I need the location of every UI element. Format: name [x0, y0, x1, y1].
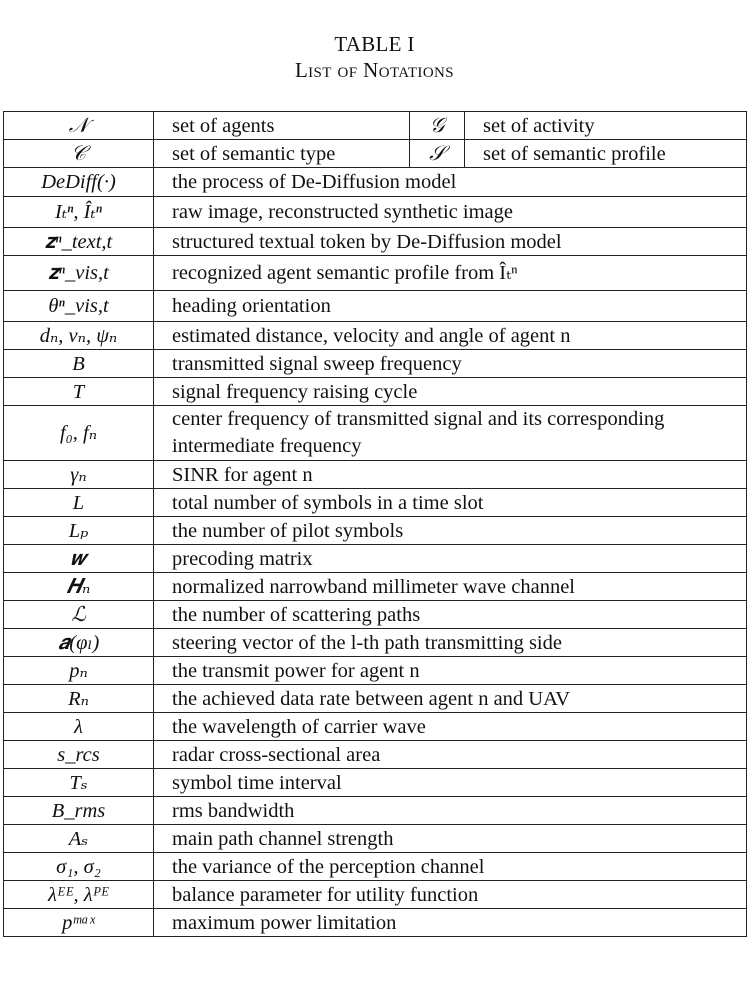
notation-symbol: B	[4, 350, 154, 378]
table-row	[4, 406, 747, 461]
notation-description: total number of symbols in a time slot	[154, 489, 747, 517]
notation-description: structured textual token by De-Diffusion model	[154, 228, 747, 256]
notation-symbol: L	[4, 489, 154, 517]
notation-symbol: θⁿ_vis,t	[4, 291, 154, 322]
notation-symbol: γₙ	[4, 461, 154, 489]
notation-description: set of agents	[154, 112, 410, 140]
notation-description: radar cross-sectional area	[154, 741, 747, 769]
notation-symbol: 𝒘	[4, 545, 154, 573]
notation-description: maximum power limitation	[154, 909, 747, 937]
notation-symbol: Tₛ	[4, 769, 154, 797]
notation-symbol: f₀, fₙ	[4, 406, 154, 461]
notation-description: the transmit power for agent n	[154, 657, 747, 685]
table-row	[4, 657, 747, 685]
notation-description: heading orientation	[154, 291, 747, 322]
table-row	[4, 322, 747, 350]
table-row	[4, 168, 747, 197]
notation-symbol: 𝐳ⁿ_vis,t	[4, 256, 154, 291]
table-row	[4, 629, 747, 657]
table-row	[4, 228, 747, 256]
table-row	[4, 797, 747, 825]
table-row	[4, 601, 747, 629]
notation-table-body	[4, 112, 747, 937]
table-title: List of Notations	[294, 58, 455, 82]
table-row	[4, 853, 747, 881]
notation-description: the achieved data rate between agent n and UAV	[154, 685, 747, 713]
notation-description: the variance of the perception channel	[154, 853, 747, 881]
notation-symbol: Rₙ	[4, 685, 154, 713]
notation-description: set of activity	[465, 112, 747, 140]
table-row	[4, 112, 747, 140]
table-row	[4, 256, 747, 291]
notation-description: main path channel strength	[154, 825, 747, 853]
table-row	[4, 140, 747, 168]
notation-description: balance parameter for utility function	[154, 881, 747, 909]
notation-symbol: dₙ, vₙ, ψₙ	[4, 322, 154, 350]
table-row	[4, 489, 747, 517]
table-row	[4, 378, 747, 406]
table-row	[4, 769, 747, 797]
table-row	[4, 517, 747, 545]
notation-description: the process of De-Diffusion model	[154, 168, 747, 197]
table-row	[4, 825, 747, 853]
notation-symbol: 𝒞	[4, 140, 154, 168]
table-row	[4, 713, 747, 741]
table-row	[4, 909, 747, 937]
notation-description: normalized narrowband millimeter wave channel	[154, 573, 747, 601]
notation-description: raw image, reconstructed synthetic image	[154, 197, 747, 228]
notation-symbol: pₙ	[4, 657, 154, 685]
notation-description: SINR for agent n	[154, 461, 747, 489]
notation-description: signal frequency raising cycle	[154, 378, 747, 406]
notation-symbol: Lₚ	[4, 517, 154, 545]
table-row	[4, 197, 747, 228]
table-row	[4, 461, 747, 489]
notation-table	[3, 111, 747, 937]
notation-description: the number of pilot symbols	[154, 517, 747, 545]
notation-symbol: s_rcs	[4, 741, 154, 769]
notation-symbol: ℒ	[4, 601, 154, 629]
notation-symbol: σ₁, σ₂	[4, 853, 154, 881]
notation-description: precoding matrix	[154, 545, 747, 573]
table-label: TABLE I	[334, 32, 415, 56]
notation-symbol: DeDiff(·)	[4, 168, 154, 197]
notation-symbol: B_rms	[4, 797, 154, 825]
notation-symbol: T	[4, 378, 154, 406]
notation-symbol: λᴱᴱ, λᴾᴱ	[4, 881, 154, 909]
notation-symbol: 𝒩	[4, 112, 154, 140]
notation-description: transmitted signal sweep frequency	[154, 350, 747, 378]
table-row	[4, 741, 747, 769]
notation-symbol: Iₜⁿ, Îₜⁿ	[4, 197, 154, 228]
table-row	[4, 685, 747, 713]
notation-symbol: 𝒢	[410, 112, 465, 140]
notation-symbol: 𝑯ₙ	[4, 573, 154, 601]
notation-description: symbol time interval	[154, 769, 747, 797]
notation-symbol: Aₛ	[4, 825, 154, 853]
table-row	[4, 350, 747, 378]
notation-description: rms bandwidth	[154, 797, 747, 825]
notation-symbol: 𝒂(φₗ)	[4, 629, 154, 657]
notation-description: set of semantic profile	[465, 140, 747, 168]
notation-description: steering vector of the l-th path transmitting side	[154, 629, 747, 657]
notation-symbol: 𝒮	[410, 140, 465, 168]
notation-description: set of semantic type	[154, 140, 410, 168]
table-row	[4, 291, 747, 322]
notation-description: the number of scattering paths	[154, 601, 747, 629]
table-row	[4, 545, 747, 573]
notation-symbol: 𝐳ⁿ_text,t	[4, 228, 154, 256]
notation-description: estimated distance, velocity and angle of agent n	[154, 322, 747, 350]
notation-description: the wavelength of carrier wave	[154, 713, 747, 741]
notation-symbol: pᵐᵃˣ	[4, 909, 154, 937]
notation-description: center frequency of transmitted signal and its corresponding intermediate frequency	[154, 406, 747, 461]
table-row	[4, 881, 747, 909]
notation-description: recognized agent semantic profile from Îₜⁿ	[154, 256, 747, 291]
notation-symbol: λ	[4, 713, 154, 741]
table-row	[4, 573, 747, 601]
